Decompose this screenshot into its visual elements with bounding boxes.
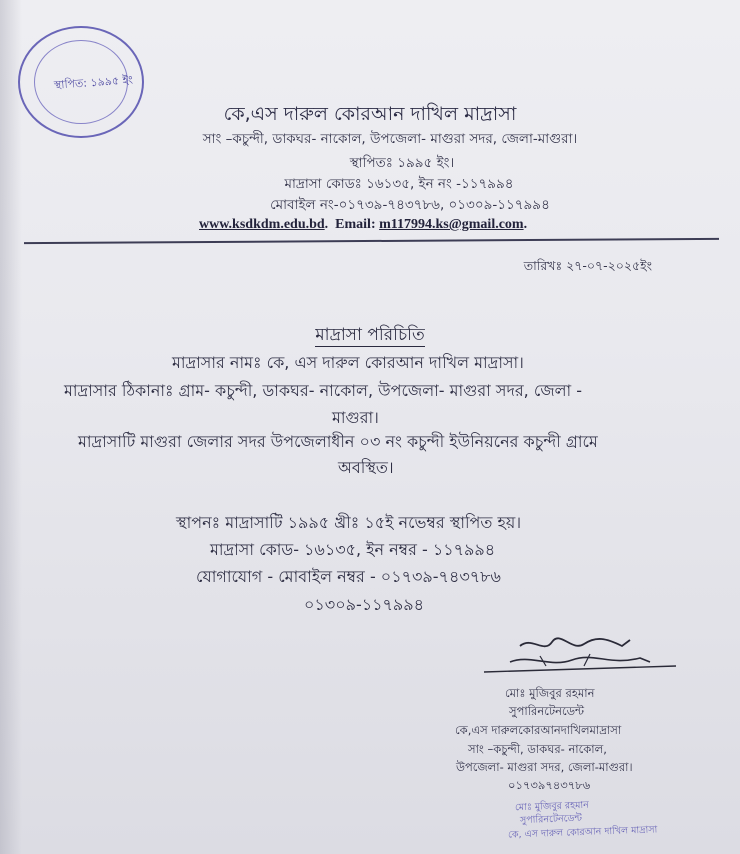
section-title-text: মাদ্রাসা পরিচিতি xyxy=(315,325,425,345)
signatory-phone: ০১৭৩৯৭৪৩৭৮৬ xyxy=(508,778,591,792)
header-web-email: www.ksdkdm.edu.bd. Email: m117994.ks@gmail.com. xyxy=(199,217,528,232)
website-link[interactable]: www.ksdkdm.edu.bd xyxy=(199,217,325,232)
signatory-address2: উপজেলা- মাগুরা সদর, জেলা-মাগুরা। xyxy=(456,760,633,774)
madrasa-title: কে,এস দারুল কোরআন দাখিল মাদ্রাসা xyxy=(223,103,517,125)
email-label: Email: xyxy=(335,217,376,232)
signatory-designation: সুপারিনটেনডেন্ট xyxy=(509,704,585,718)
body-line-address: মাদ্রাসার ঠিকানাঃ গ্রাম- কচুন্দী, ডাকঘর- নাকোল, উপজেলা- মাগুরা সদর, জেলা - xyxy=(64,381,583,400)
body-line-code: মাদ্রাসা কোড- ১৬১৩৫, ইন নম্বর - ১১৭৯৯৪ xyxy=(210,540,496,559)
signatory-address1: সাং –কচুন্দী, ডাকঘর- নাকোল, xyxy=(468,742,607,756)
stamp-designation: সুপারিনটেনডেন্ট xyxy=(519,812,583,827)
signatory-institution: কে,এস দারুলকোরআনদাখিলমাদ্রাসা xyxy=(455,723,622,737)
handwritten-signature xyxy=(480,632,680,682)
document-date: তারিখঃ ২৭-০৭-২০২৫ইং xyxy=(523,258,652,273)
signatory-name: মোঃ মুজিবুর রহমান xyxy=(505,686,595,700)
email-link[interactable]: m117994.ks@gmail.com xyxy=(379,217,524,232)
header-established: স্থাপিতঃ ১৯৯৫ ইং। xyxy=(349,155,455,171)
header-code: মাদ্রাসা কোডঃ ১৬১৩৫, ইন নং -১১৭৯৯৪ xyxy=(284,176,514,192)
body-line-contact: যোগাযোগ - মোবাইল নম্বর - ০১৭৩৯-৭৪৩৭৮৬ xyxy=(196,567,501,586)
section-title xyxy=(0,322,740,350)
body-line-district: মাগুরা। xyxy=(332,408,379,427)
header-mobile: মোবাইল নং-০১৭৩৯-৭৪৩৭৮৬, ০১৩০৯-১১৭৯৯৪ xyxy=(270,197,550,213)
body-line-established: স্থাপনঃ মাদ্রাসাটি ১৯৯৫ খ্রীঃ ১৫ই নভেম্বর স্থাপিত হয়। xyxy=(176,513,522,532)
body-line-located: অবস্থিত। xyxy=(338,458,394,477)
seal-text: স্থাপিত: ১৯৯৫ ইং xyxy=(53,73,134,92)
stamp-institution: কে, এস দারুল কোরআন দাখিল মাদ্রাসা xyxy=(507,824,658,841)
stamp-name: মোঃ মুজিবুর রহমান xyxy=(514,799,590,814)
body-line-phone2: ০১৩০৯-১১৭৯৯৪ xyxy=(304,595,425,614)
header-address: সাং –কচুন্দী, ডাকঘর- নাকোল, উপজেলা- মাগুরা সদর, জেলা-মাগুরা। xyxy=(202,131,578,147)
body-line-location: মাদ্রাসাটি মাগুরা জেলার সদর উপজেলাধীন ০৩ নং কচুন্দী ইউনিয়নের কচুন্দী গ্রামে xyxy=(78,432,598,451)
body-line-name: মাদ্রাসার নামঃ কে, এস দারুল কোরআন দাখিল মাদ্রাসা। xyxy=(172,353,524,372)
